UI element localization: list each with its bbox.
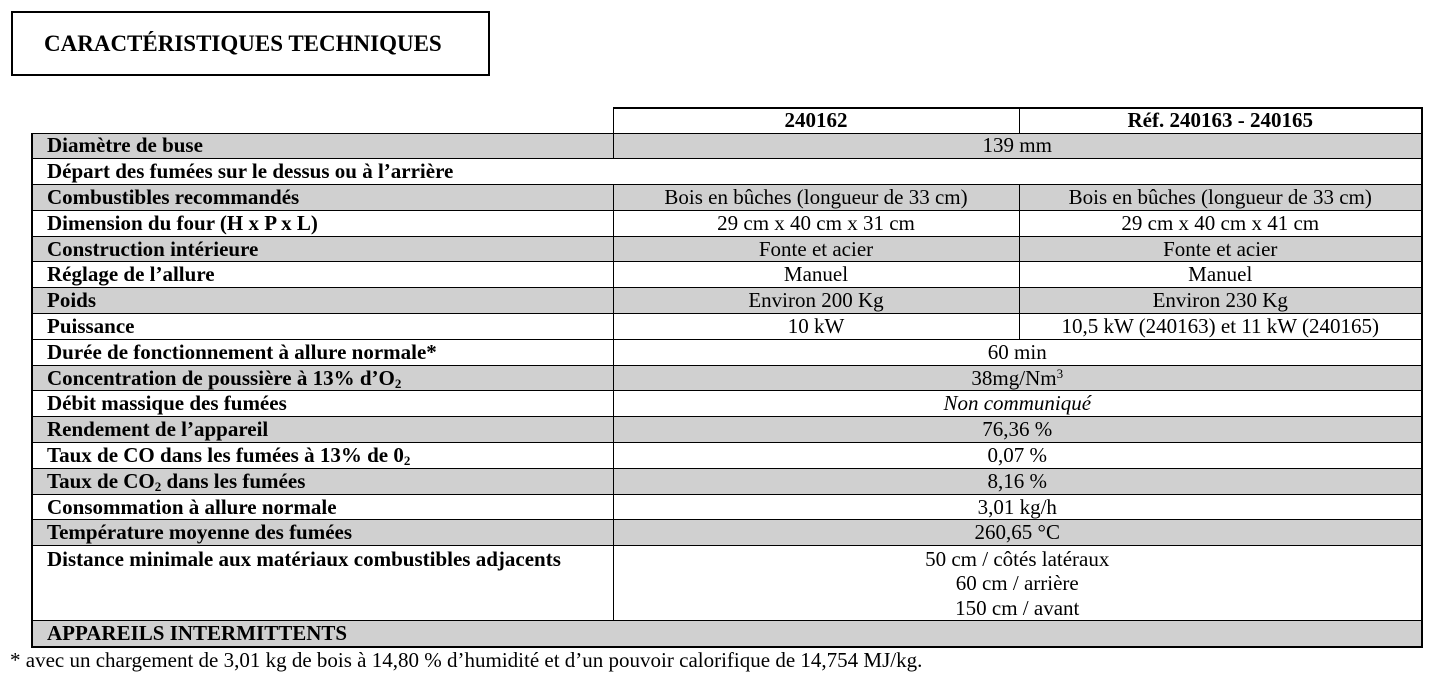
spec-value-240163-240165: 29 cm x 40 cm x 41 cm xyxy=(1019,210,1422,236)
spec-row-appareils-intermittents xyxy=(32,621,1422,647)
title-box xyxy=(11,11,490,76)
spec-row-rendement xyxy=(32,417,1422,443)
spec-value-all-models: Non communiqué xyxy=(613,391,1422,417)
spec-label: Réglage de l’allure xyxy=(32,262,613,288)
spec-label: Rendement de l’appareil xyxy=(32,417,613,443)
spec-row-reglage-allure xyxy=(32,262,1422,288)
spec-value-240163-240165: Bois en bûches (longueur de 33 cm) xyxy=(1019,185,1422,211)
header-blank-cell xyxy=(32,108,613,133)
spec-row-concentration-poussiere xyxy=(32,365,1422,391)
header-model-240162: 240162 xyxy=(613,108,1019,133)
spec-row-distance-minimale xyxy=(32,546,1422,621)
spec-row-construction-interieure xyxy=(32,236,1422,262)
spec-label: Combustibles recommandés xyxy=(32,185,613,211)
spec-value-all-models: 139 mm xyxy=(613,133,1422,159)
spec-row-duree-fonctionnement xyxy=(32,339,1422,365)
spec-label-text: Taux de CO dans les fumées à 13% de 0 xyxy=(47,442,404,467)
spec-section-label: APPAREILS INTERMITTENTS xyxy=(32,621,1422,647)
spec-label xyxy=(32,468,613,494)
spec-value-line: 60 cm / arrière xyxy=(955,571,1079,595)
spec-row-depart-des-fumees xyxy=(32,159,1422,185)
spec-label: Débit massique des fumées xyxy=(32,391,613,417)
spec-value-240163-240165: 10,5 kW (240163) et 11 kW (240165) xyxy=(1019,314,1422,340)
spec-label: Puissance xyxy=(32,314,613,340)
footnote: * avec un chargement de 3,01 kg de bois à 14,80 % d’humidité et d’un pouvoir calorifique de 14,754 MJ/kg. xyxy=(10,648,923,672)
spec-value-all-models: 3,01 kg/h xyxy=(613,494,1422,520)
spec-value-240162: Bois en bûches (longueur de 33 cm) xyxy=(613,185,1019,211)
spec-value-text: 38mg/Nm xyxy=(971,365,1057,390)
spec-row-taux-co xyxy=(32,443,1422,469)
spec-value-240162: 29 cm x 40 cm x 31 cm xyxy=(613,210,1019,236)
spec-value-240162: 10 kW xyxy=(613,314,1019,340)
spec-value-240163-240165: Fonte et acier xyxy=(1019,236,1422,262)
spec-label: Dimension du four (H x P x L) xyxy=(32,210,613,236)
spec-label: Température moyenne des fumées xyxy=(32,520,613,546)
spec-row-taux-co2 xyxy=(32,468,1422,494)
spec-row-poids xyxy=(32,288,1422,314)
page-title: CARACTÉRISTIQUES TECHNIQUES xyxy=(44,31,442,56)
spec-value-240163-240165: Manuel xyxy=(1019,262,1422,288)
header-row xyxy=(32,108,1422,133)
spec-value-line: 50 cm / côtés latéraux xyxy=(925,546,1110,571)
spec-value-all-models: 60 min xyxy=(613,339,1422,365)
spec-row-debit-massique xyxy=(32,391,1422,417)
spec-row-diametre-de-buse xyxy=(32,133,1422,159)
spec-row-combustibles xyxy=(32,185,1422,211)
spec-value-all-models: 0,07 % xyxy=(613,443,1422,469)
spec-row-dimension-du-four xyxy=(32,210,1422,236)
spec-value-line: 150 cm / avant xyxy=(955,595,1080,620)
spec-row-puissance xyxy=(32,314,1422,340)
spec-label: Départ des fumées sur le dessus ou à l’arrière xyxy=(32,159,1422,185)
spec-value-all-models: 260,65 °C xyxy=(613,520,1422,546)
spec-label: Poids xyxy=(32,288,613,314)
header-model-240163-240165: Réf. 240163 - 240165 xyxy=(1019,108,1422,133)
spec-value-240163-240165: Environ 230 Kg xyxy=(1019,288,1422,314)
spec-label: Distance minimale aux matériaux combustibles adjacents xyxy=(32,546,613,621)
spec-value-all-models: 76,36 % xyxy=(613,417,1422,443)
spec-label-text: Concentration de poussière à 13% d’O xyxy=(47,365,395,390)
spec-label xyxy=(32,443,613,469)
spec-row-temperature-fumees xyxy=(32,520,1422,546)
spec-label: Construction intérieure xyxy=(32,236,613,262)
spec-label: Consommation à allure normale xyxy=(32,494,613,520)
spec-label-subscript: 2 xyxy=(154,478,162,494)
spec-value-all-models: 8,16 % xyxy=(613,468,1422,494)
spec-table xyxy=(31,107,1423,648)
spec-value-240162: Environ 200 Kg xyxy=(613,288,1019,314)
spec-value-all-models xyxy=(613,546,1422,621)
spec-label-subscript: 2 xyxy=(403,452,411,468)
spec-label: Diamètre de buse xyxy=(32,133,613,159)
spec-label-text-post: dans les fumées xyxy=(161,468,306,493)
spec-row-consommation xyxy=(32,494,1422,520)
spec-label-subscript: 2 xyxy=(394,375,402,391)
spec-value-superscript: 3 xyxy=(1056,365,1064,381)
spec-value-all-models xyxy=(613,365,1422,391)
spec-label-text: Taux de CO xyxy=(47,468,155,493)
spec-label: Durée de fonctionnement à allure normale* xyxy=(32,339,613,365)
spec-label xyxy=(32,365,613,391)
spec-value-240162: Manuel xyxy=(613,262,1019,288)
spec-value-240162: Fonte et acier xyxy=(613,236,1019,262)
